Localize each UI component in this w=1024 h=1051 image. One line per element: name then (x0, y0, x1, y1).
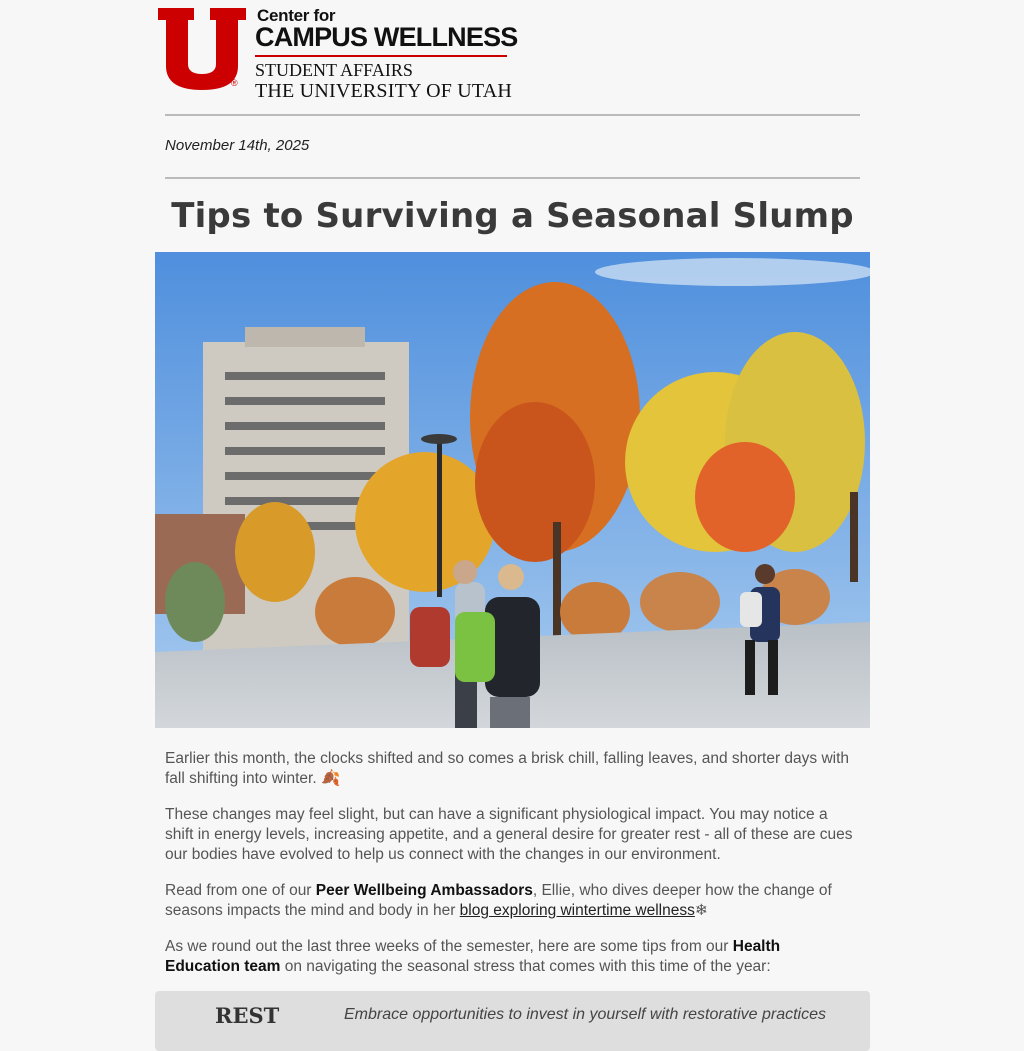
logo-campus-wellness: CAMPUS WELLNESS (255, 22, 518, 52)
logo-center-for: Center for (257, 6, 336, 25)
tip-rest-label: REST (215, 1003, 280, 1028)
newsletter (155, 0, 870, 1028)
health-education-label: Health Education team (165, 938, 781, 975)
header-logo[interactable] (155, 0, 870, 110)
snowflake-icon: ❄ (694, 902, 708, 919)
leaf-icon: 🍂 (320, 770, 341, 787)
divider-top (165, 114, 860, 116)
peer-ambassadors-label: Peer Wellbeing Ambassadors (315, 882, 533, 899)
registered-mark: ® (231, 78, 238, 88)
paragraph-2: These changes may feel slight, but can have a significant physiological impact. You may notice a shift in energy levels, increasing appetite, and a general desire for greater rest - all of these are cues our bodies have evolved to help us connect with the changes in our environment. (165, 806, 853, 863)
logo-university: THE UNIVERSITY OF UTAH (255, 80, 513, 102)
wintertime-wellness-blog-link[interactable]: blog exploring wintertime wellness (459, 902, 695, 919)
issue-date: November 14th, 2025 (165, 137, 310, 154)
article-body (165, 749, 855, 993)
tip-rest-text: Embrace opportunities to invest in yourself with restorative practices (344, 1006, 826, 1023)
paragraph-1: Earlier this month, the clocks shifted and so comes a brisk chill, falling leaves, and shorter days with fall shifting into winter. 🍂 (165, 750, 850, 787)
tip-rest (155, 991, 870, 1051)
page-title: Tips to Surviving a Seasonal Slump (171, 196, 854, 236)
logo-divider (255, 55, 507, 57)
logo-student-affairs: STUDENT AFFAIRS (255, 60, 413, 80)
hero-image (155, 252, 870, 728)
paragraph-4: As we round out the last three weeks of the semester, here are some tips from our Health Education team on navigating the seasonal stress that comes with this time of the year: (165, 938, 781, 975)
divider-bottom (165, 177, 860, 179)
paragraph-3: Read from one of our Peer Wellbeing Ambassadors, Ellie, who dives deeper how the change of seasons impacts the mind and body in her blog exploring wintertime wellness❄ (165, 882, 832, 919)
